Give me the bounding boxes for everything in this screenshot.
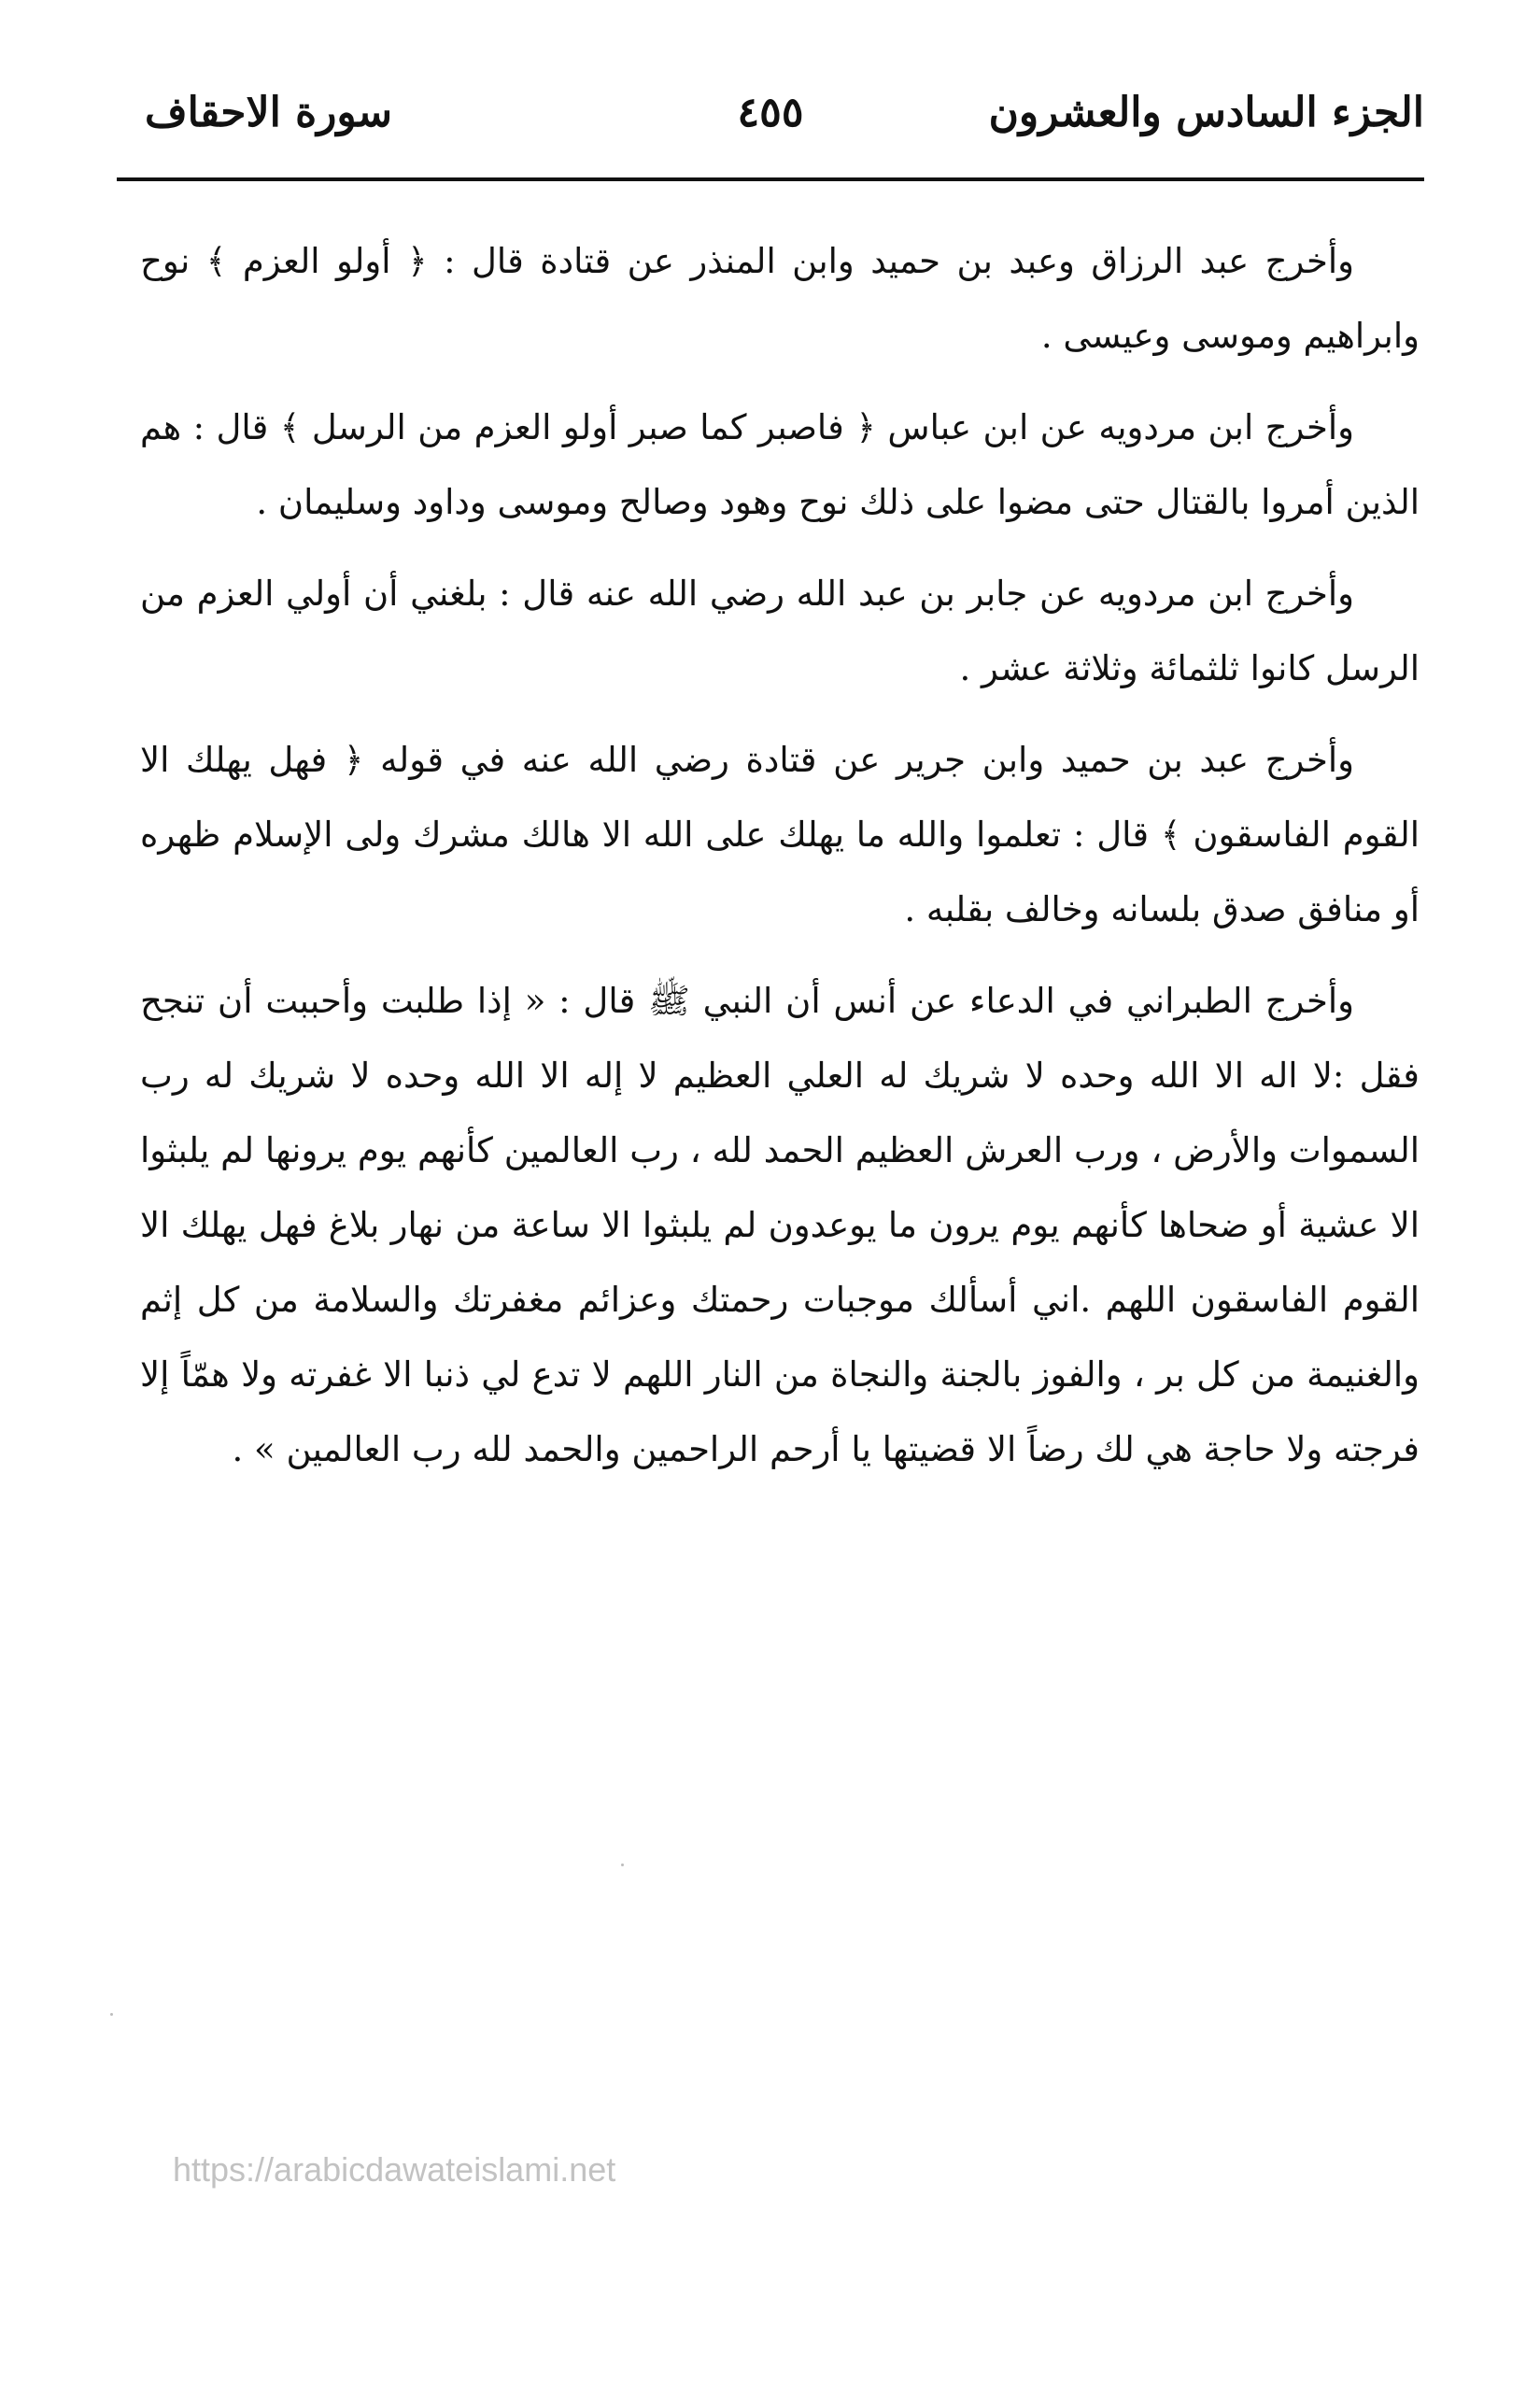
paragraph-4: وأخرج عبد بن حميد وابن جرير عن قتادة رضي الله عنه في قوله ﴿ فهل يهلك الا القوم الفاسقون ﴾ قال : تعلموا والله ما يهلك على الله الا هالك مشرك ولى الإسلام ظهره أو منافق صدق بلسانه وخالف بقلبه . bbox=[140, 740, 1420, 929]
watermark-url: https://arabicdawateislami.net bbox=[173, 2150, 616, 2189]
header-divider bbox=[117, 177, 1424, 181]
paragraph-5: وأخرج الطبراني في الدعاء عن أنس أن النبي ﷺ قال : « إذا طلبت وأحببت أن تنجح فقل :لا اله الا الله وحده لا شريك له العلي العظيم لا إله الا الله وحده لا شريك له رب السموات والأرض ، ورب العرش العظيم الحمد لله ، رب العالمين كأنهم يوم يرونها لم يلبثوا الا عشية أو ضحاها كأنهم يوم يرون ما يوعدون لم يلبثوا الا ساعة من نهار بلاغ فهل يهلك الا القوم الفاسقون اللهم .اني أسألك موجبات رحمتك وعزائم مغفرتك والسلامة من كل إثم والغنيمة من كل بر ، والفوز بالجنة والنجاة من النار اللهم لا تدع لي ذنبا الا غفرته ولا همّاً إلا فرجته ولا حاجة هي لك رضاً الا قضيتها يا أرحم الراحمين والحمد لله رب العالمين » . bbox=[140, 981, 1420, 1469]
page-body bbox=[140, 224, 1420, 1504]
scan-speck bbox=[621, 1864, 624, 1866]
scan-speck bbox=[110, 2013, 113, 2016]
paragraph-3: وأخرج ابن مردويه عن جابر بن عبد الله رضي الله عنه قال : بلغني أن أولي العزم من الرسل كانوا ثلثمائة وثلاثة عشر . bbox=[140, 574, 1420, 688]
juz-title: الجزء السادس والعشرون bbox=[988, 89, 1424, 136]
page-number: ٤٥٥ bbox=[737, 89, 804, 136]
paragraph-1: وأخرج عبد الرزاق وعبد بن حميد وابن المنذر عن قتادة قال : ﴿ أولو العزم ﴾ نوح وابراهيم وموسى وعيسى . bbox=[140, 241, 1420, 356]
surah-title: سورة الاحقاف bbox=[145, 89, 393, 136]
page-header bbox=[117, 89, 1424, 163]
paragraph-2: وأخرج ابن مردويه عن ابن عباس ﴿ فاصبر كما صبر أولو العزم من الرسل ﴾ قال : هم الذين أمروا بالقتال حتى مضوا على ذلك نوح وهود وصالح وموسى وداود وسليمان . bbox=[140, 407, 1420, 522]
